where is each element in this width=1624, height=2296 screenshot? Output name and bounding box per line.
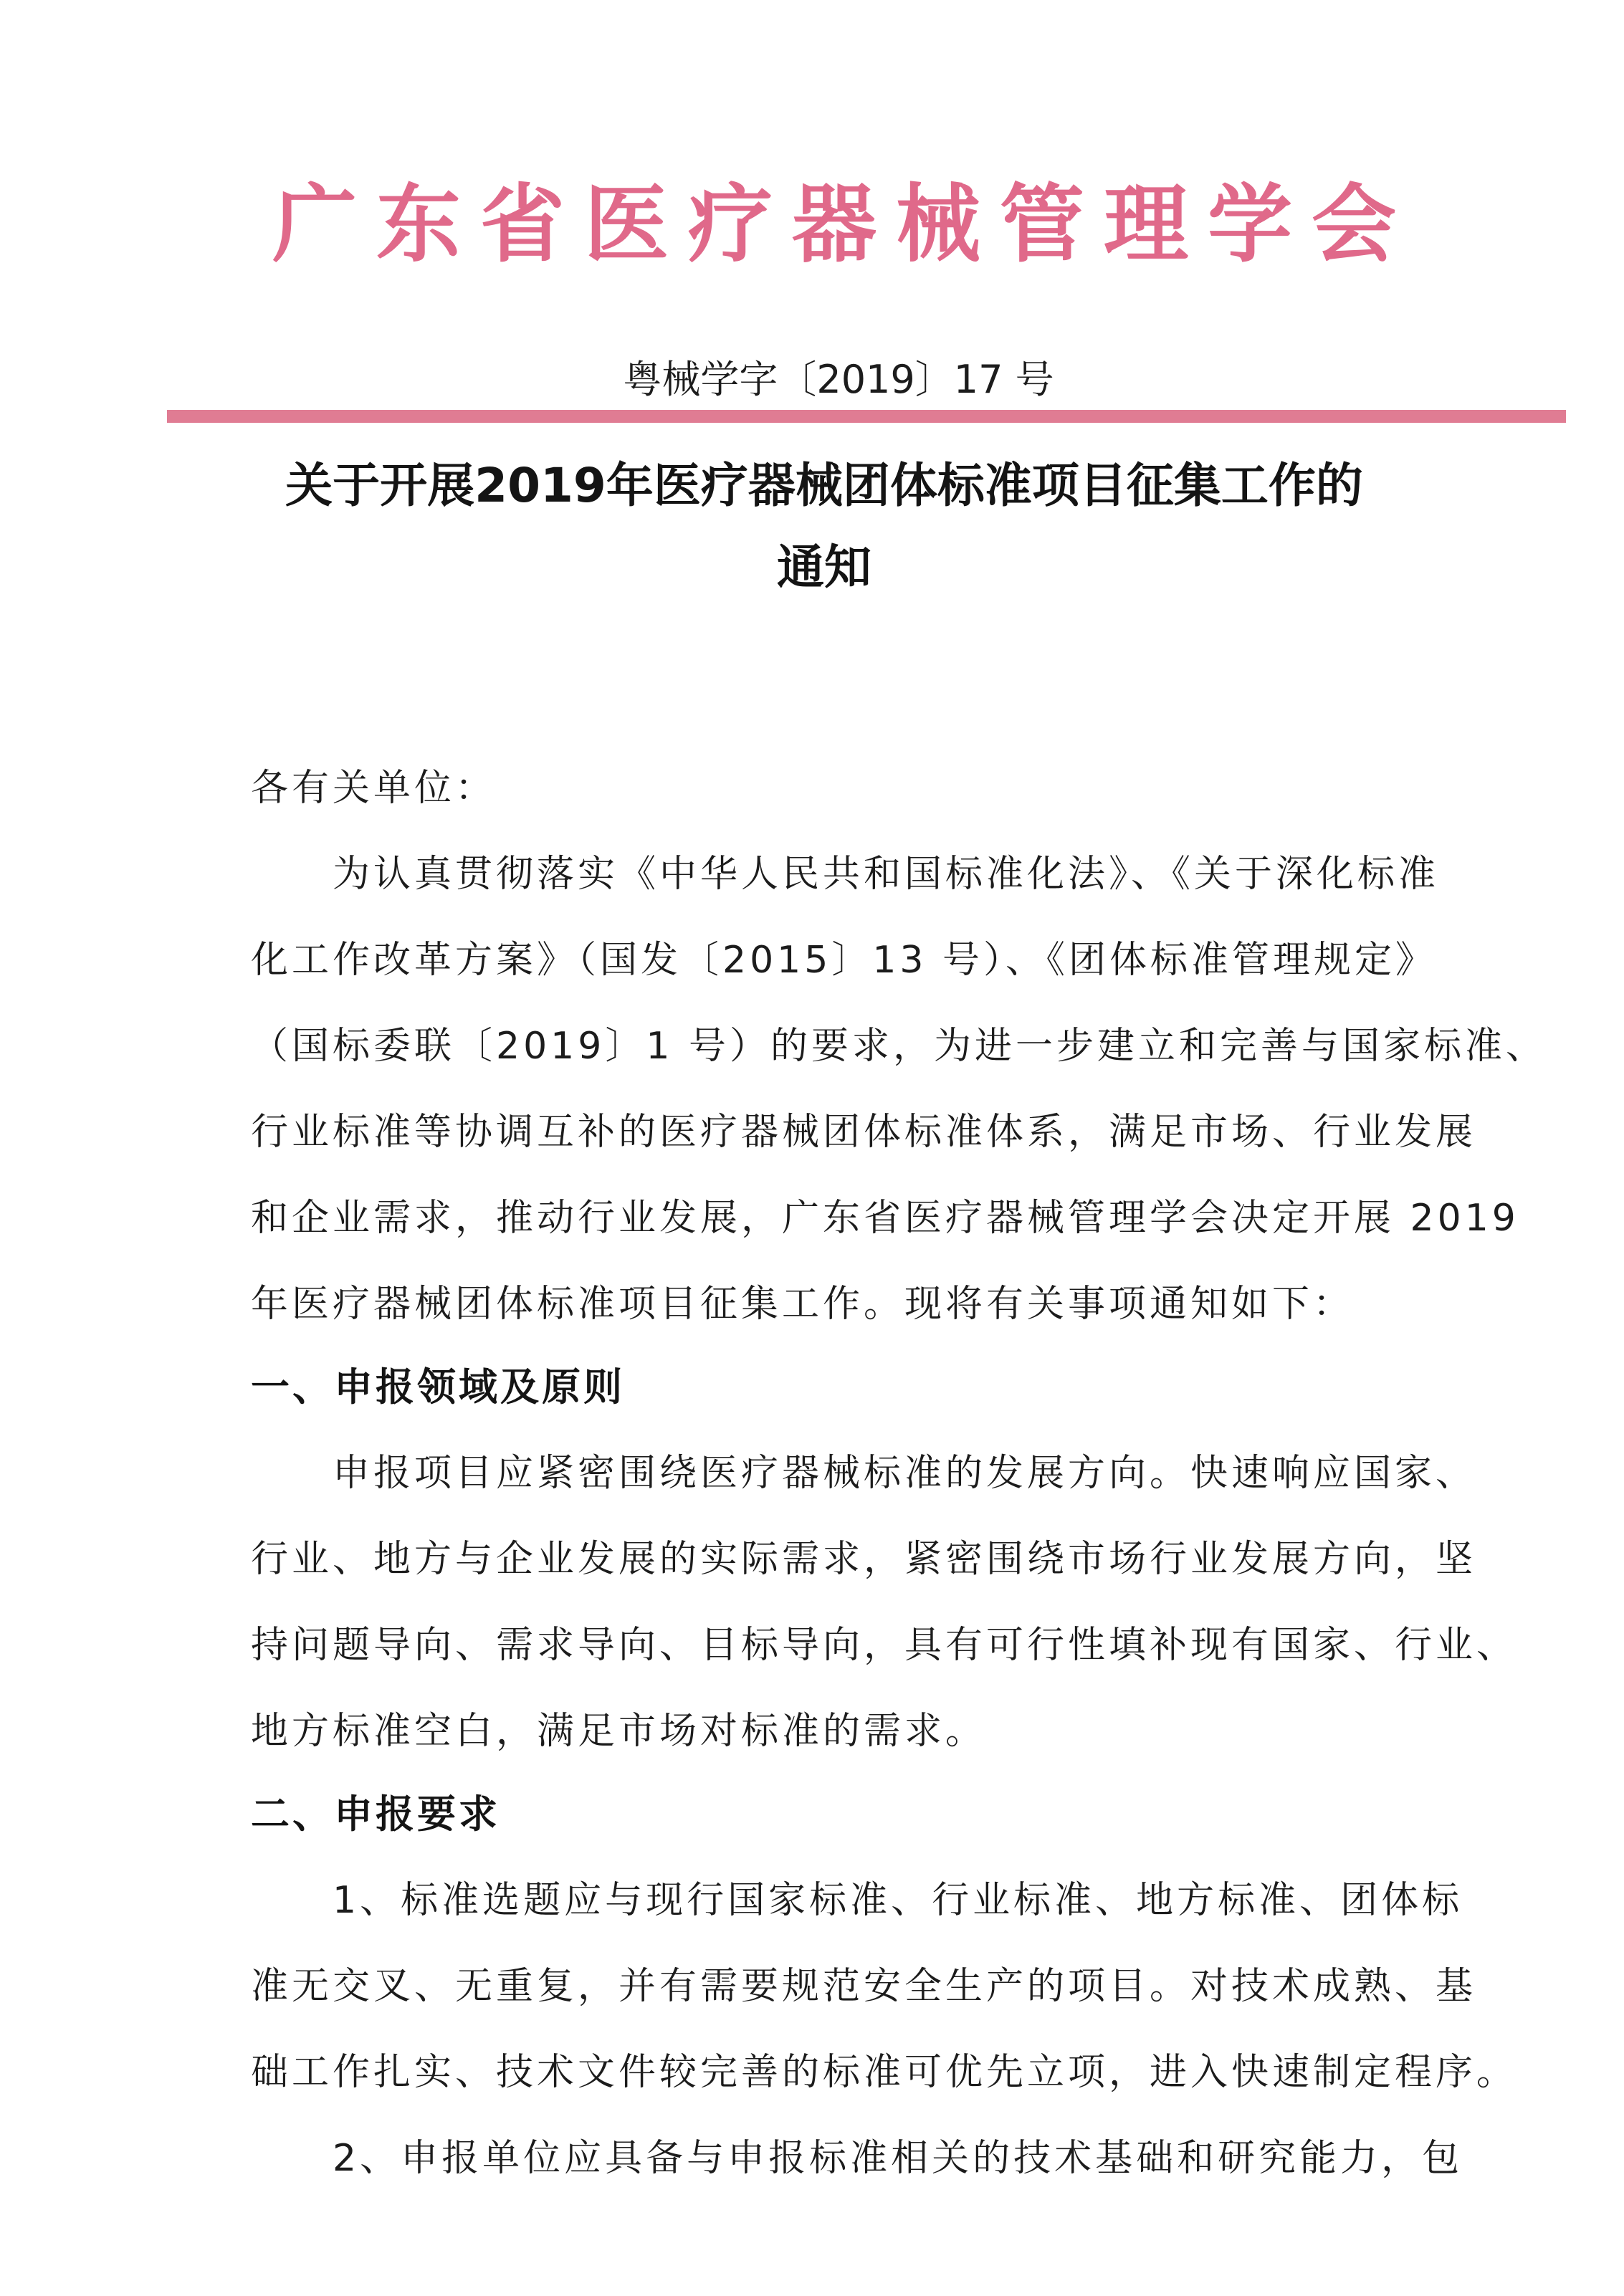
intro-line: 为认真贯彻落实《中华人民共和国标准化法》、《关于深化标准 — [251, 853, 1440, 896]
document-number: 粤械学字〔2019〕17 号 — [623, 357, 1054, 402]
letterhead-divider — [167, 410, 1566, 423]
notice-title-line-1: 关于开展2019年医疗器械团体标准项目征集工作的 — [285, 458, 1363, 513]
section2-line: 准无交叉、无重复，并有需要规范安全生产的项目。对技术成熟、基 — [251, 1965, 1477, 2008]
organization-letterhead: 广东省医疗器械管理学会 — [272, 174, 1416, 274]
section1-line: 申报项目应紧密围绕医疗器械标准的发展方向。快速响应国家、 — [251, 1452, 1477, 1495]
intro-line: 行业标准等协调互补的医疗器械团体标准体系，满足市场、行业发展 — [251, 1111, 1477, 1154]
salutation: 各有关单位： — [251, 767, 497, 810]
intro-line: 和企业需求，推动行业发展，广东省医疗器械管理学会决定开展 2019 — [251, 1197, 1519, 1240]
intro-line: （国标委联〔2019〕1 号）的要求，为进一步建立和完善与国家标准、 — [251, 1025, 1547, 1068]
section1-line: 持问题导向、需求导向、目标导向，具有可行性填补现有国家、行业、 — [251, 1624, 1518, 1667]
section2-line: 1、标准选题应与现行国家标准、行业标准、地方标准、团体标 — [251, 1879, 1463, 1922]
intro-line: 化工作改革方案》（国发〔2015〕13 号）、《团体标准管理规定》 — [251, 939, 1437, 982]
notice-title-line-2: 通知 — [777, 540, 871, 595]
section-heading-scope: 一、申报领域及原则 — [251, 1364, 625, 1410]
section-heading-requirements: 二、申报要求 — [251, 1792, 500, 1837]
intro-line: 年医疗器械团体标准项目征集工作。现将有关事项通知如下： — [251, 1283, 1355, 1326]
section2-line: 础工作扎实、技术文件较完善的标准可优先立项，进入快速制定程序。 — [251, 2051, 1518, 2094]
section2-line: 2、申报单位应具备与申报标准相关的技术基础和研究能力，包 — [251, 2137, 1463, 2180]
section1-line: 行业、地方与企业发展的实际需求，紧密围绕市场行业发展方向，坚 — [251, 1538, 1477, 1581]
section1-line: 地方标准空白，满足市场对标准的需求。 — [251, 1710, 987, 1753]
